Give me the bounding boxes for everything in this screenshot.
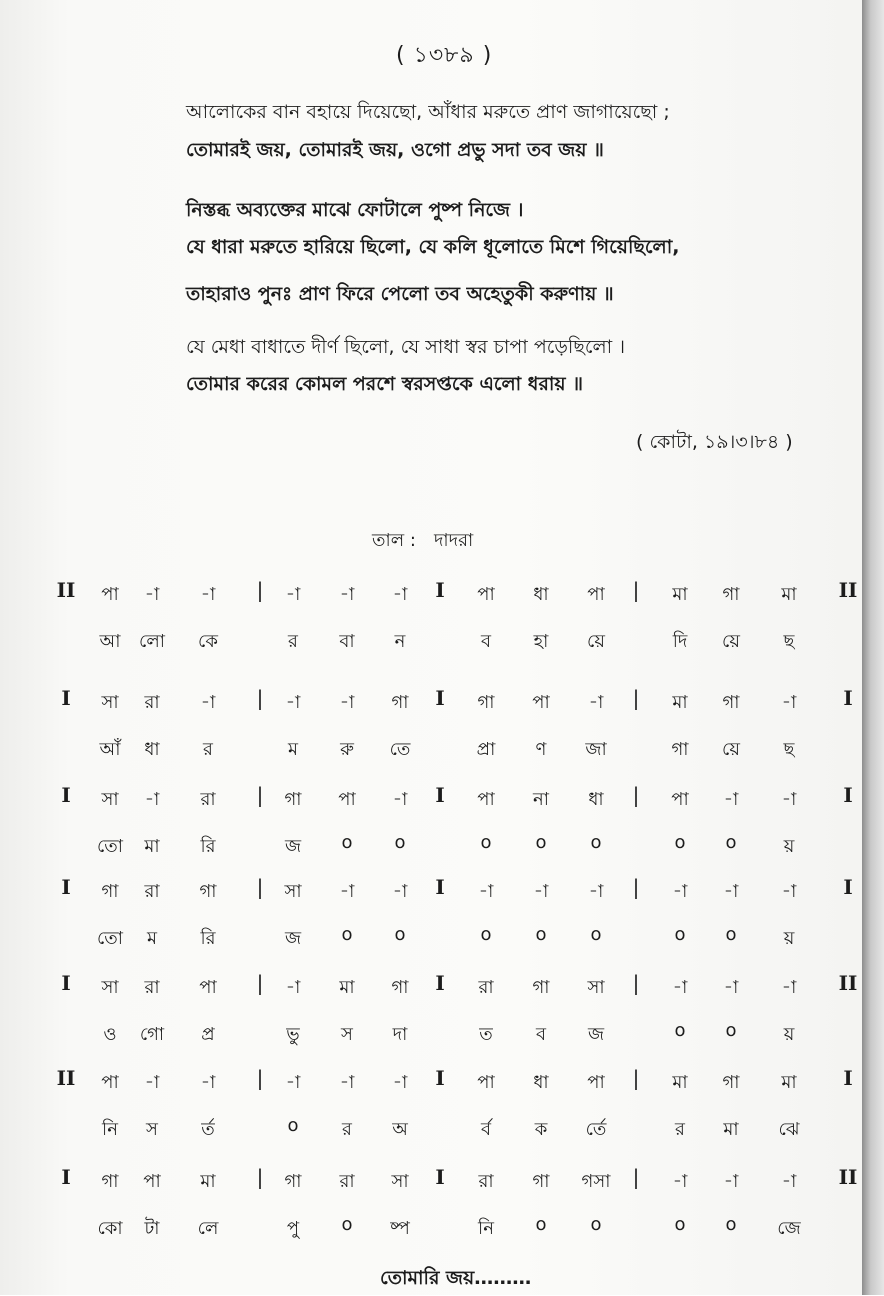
lyric-syllable: o bbox=[725, 1020, 737, 1041]
bar-line: I bbox=[843, 1066, 853, 1090]
swara-note: রা bbox=[339, 1171, 355, 1192]
bar-line: II bbox=[56, 1066, 76, 1090]
bar-line: | bbox=[632, 1165, 640, 1189]
swara-note: রা bbox=[144, 692, 160, 713]
lyric-syllable: নি bbox=[478, 1218, 494, 1239]
bar-line: II bbox=[838, 971, 858, 995]
lyric-syllable: o bbox=[394, 924, 406, 945]
swara-note: -া bbox=[723, 881, 739, 902]
lyric-syllable: র bbox=[342, 1119, 352, 1140]
lyric-syllable: আঁ bbox=[99, 739, 121, 760]
swara-note: গা bbox=[532, 977, 550, 998]
swara-note: -া bbox=[392, 789, 408, 810]
lyric-syllable: লো bbox=[139, 631, 165, 652]
swara-note: -া bbox=[781, 1171, 797, 1192]
bar-line: | bbox=[632, 578, 640, 602]
swara-note: মা bbox=[672, 584, 688, 605]
swara-note: গা bbox=[722, 584, 740, 605]
swara-note: -া bbox=[285, 692, 301, 713]
lyric-line: তোমারই জয়, তোমারই জয়, ওগো প্রভু সদা তব জয় ॥ bbox=[186, 139, 604, 161]
lyric-syllable: ম bbox=[288, 739, 298, 760]
bar-line: II bbox=[838, 578, 858, 602]
lyric-syllable: র bbox=[675, 1119, 685, 1140]
lyric-syllable: বা bbox=[339, 631, 355, 652]
swara-note: ধা bbox=[588, 789, 604, 810]
swara-note: সা bbox=[101, 789, 119, 810]
bar-line: | bbox=[256, 686, 264, 710]
taal-heading bbox=[372, 526, 473, 557]
lyric-syllable: মা bbox=[144, 836, 160, 857]
swara-note: -া bbox=[672, 977, 688, 998]
bar-line: | bbox=[256, 1165, 264, 1189]
lyric-syllable: ষ্প bbox=[390, 1218, 410, 1239]
swara-note: -া bbox=[781, 692, 797, 713]
lyric-syllable: টা bbox=[144, 1218, 160, 1239]
bar-line: | bbox=[256, 1066, 264, 1090]
bar-line: I bbox=[843, 875, 853, 899]
lyric-syllable: প্রা bbox=[476, 739, 496, 760]
lyric-syllable: স bbox=[341, 1024, 353, 1045]
swara-note: -া bbox=[392, 881, 408, 902]
bar-line: I bbox=[61, 1165, 71, 1189]
lyric-syllable: মা bbox=[723, 1119, 739, 1140]
swara-note: পা bbox=[143, 1171, 161, 1192]
bar-line: | bbox=[632, 971, 640, 995]
lyric-syllable: o bbox=[590, 832, 602, 853]
bar-line: I bbox=[435, 971, 445, 995]
bar-line: | bbox=[632, 875, 640, 899]
bar-line: I bbox=[435, 875, 445, 899]
swara-note: মা bbox=[672, 692, 688, 713]
swara-note: -া bbox=[285, 977, 301, 998]
swara-note: মা bbox=[672, 1072, 688, 1093]
page-edge-shadow bbox=[862, 0, 884, 1295]
swara-note: রা bbox=[144, 881, 160, 902]
bar-line: | bbox=[632, 686, 640, 710]
lyric-syllable: স bbox=[146, 1119, 158, 1140]
lyric-syllable: জে bbox=[777, 1218, 801, 1239]
lyric-syllable: য় bbox=[783, 1024, 795, 1045]
bar-line: I bbox=[843, 783, 853, 807]
lyric-syllable: o bbox=[394, 832, 406, 853]
swara-note: -া bbox=[392, 1072, 408, 1093]
swara-note: সা bbox=[284, 881, 302, 902]
lyric-syllable: o bbox=[674, 832, 686, 853]
swara-note: -া bbox=[339, 692, 355, 713]
swara-note: -া bbox=[723, 1171, 739, 1192]
bar-line: | bbox=[256, 971, 264, 995]
lyric-syllable: য় bbox=[783, 836, 795, 857]
lyric-syllable: রু bbox=[340, 739, 354, 760]
swara-note: -া bbox=[781, 881, 797, 902]
swara-note: গা bbox=[284, 789, 302, 810]
lyric-syllable: য়ে bbox=[587, 631, 605, 652]
lyric-line: যে মেধা বাধাতে দীর্ণ ছিলো, যে সাধা স্বর চাপা পড়েছিলো । bbox=[186, 336, 625, 358]
lyric-syllable: o bbox=[341, 832, 353, 853]
swara-note: -া bbox=[588, 881, 604, 902]
bar-line: | bbox=[256, 783, 264, 807]
lyric-syllable: দি bbox=[672, 631, 688, 652]
swara-note: -া bbox=[144, 789, 160, 810]
lyric-syllable: o bbox=[674, 1214, 686, 1235]
bar-line: I bbox=[435, 1165, 445, 1189]
lyric-syllable: ম bbox=[147, 928, 157, 949]
lyric-line: তোমার করের কোমল পরশে স্বরসপ্তকে এলো ধরায় ॥ bbox=[186, 373, 583, 395]
lyric-syllable: ঝে bbox=[778, 1119, 800, 1140]
lyric-syllable: য় bbox=[783, 928, 795, 949]
swara-note: গা bbox=[722, 1072, 740, 1093]
swara-note: সা bbox=[101, 977, 119, 998]
bar-line: I bbox=[61, 686, 71, 710]
bar-line: I bbox=[435, 783, 445, 807]
lyric-syllable: o bbox=[674, 1020, 686, 1041]
lyric-syllable: জা bbox=[585, 739, 607, 760]
swara-note: পা bbox=[101, 584, 119, 605]
lyric-syllable: ত bbox=[479, 1024, 493, 1045]
swara-note: -া bbox=[781, 977, 797, 998]
swara-note: গা bbox=[101, 1171, 119, 1192]
citation: ( কোটা, ১৯।৩।৮৪ ) bbox=[636, 431, 793, 453]
lyric-syllable: o bbox=[725, 924, 737, 945]
swara-note: রা bbox=[478, 1171, 494, 1192]
lyric-syllable: য়ে bbox=[722, 739, 740, 760]
swara-note: -া bbox=[672, 881, 688, 902]
lyric-line: আলোকের বান বহায়ে দিয়েছো, আঁধার মরুতে প্রাণ জাগায়েছো ; bbox=[186, 101, 670, 123]
swara-note: মা bbox=[781, 584, 797, 605]
lyric-syllable: ভু bbox=[286, 1024, 300, 1045]
lyric-syllable: জ bbox=[587, 1024, 605, 1045]
swara-note: -া bbox=[200, 1072, 216, 1093]
swara-note: রা bbox=[200, 789, 216, 810]
lyric-syllable: o bbox=[535, 1214, 547, 1235]
lyric-syllable: o bbox=[725, 1214, 737, 1235]
lyric-syllable: o bbox=[590, 924, 602, 945]
lyric-syllable: র bbox=[288, 631, 298, 652]
swara-note: রা bbox=[478, 977, 494, 998]
lyric-syllable: ণ bbox=[535, 739, 547, 760]
swara-note: পা bbox=[532, 692, 550, 713]
lyric-syllable: নি bbox=[102, 1119, 118, 1140]
swara-note: -া bbox=[285, 584, 301, 605]
lyric-syllable: তো bbox=[96, 836, 124, 857]
swara-note: গা bbox=[391, 977, 409, 998]
swara-note: -া bbox=[723, 977, 739, 998]
swara-note: -া bbox=[723, 789, 739, 810]
swara-note: -া bbox=[285, 1072, 301, 1093]
swara-note: ধা bbox=[533, 1072, 549, 1093]
lyric-syllable: জ bbox=[284, 928, 302, 949]
lyric-syllable: তে bbox=[389, 739, 411, 760]
swara-note: -া bbox=[478, 881, 494, 902]
bar-line: I bbox=[435, 686, 445, 710]
swara-note: পা bbox=[477, 1072, 495, 1093]
swara-note: মা bbox=[339, 977, 355, 998]
bar-line: I bbox=[843, 686, 853, 710]
lyric-syllable: o bbox=[480, 924, 492, 945]
swara-note: পা bbox=[199, 977, 217, 998]
lyric-syllable: লে bbox=[197, 1218, 219, 1239]
bar-line: I bbox=[435, 578, 445, 602]
swara-note: -া bbox=[672, 1171, 688, 1192]
lyric-syllable: o bbox=[590, 1214, 602, 1235]
swara-note: পা bbox=[338, 789, 356, 810]
swara-note: না bbox=[533, 789, 549, 810]
lyric-syllable: o bbox=[674, 924, 686, 945]
swara-note: গা bbox=[477, 692, 495, 713]
swara-note: গা bbox=[722, 692, 740, 713]
lyric-syllable: গো bbox=[139, 1024, 165, 1045]
lyric-syllable: o bbox=[341, 1214, 353, 1235]
lyric-syllable: কো bbox=[97, 1218, 123, 1239]
swara-note: -া bbox=[200, 692, 216, 713]
swara-note: গা bbox=[101, 881, 119, 902]
bar-line: I bbox=[61, 971, 71, 995]
lyric-syllable: র্ত bbox=[201, 1119, 215, 1140]
lyric-syllable: ছ bbox=[783, 631, 795, 652]
lyric-syllable: আ bbox=[99, 631, 121, 652]
swara-note: -া bbox=[781, 789, 797, 810]
bar-line: I bbox=[61, 875, 71, 899]
lyric-syllable: হা bbox=[533, 631, 549, 652]
swara-note: -া bbox=[392, 584, 408, 605]
page-number: ( ১৩৮৯ ) bbox=[396, 43, 493, 68]
swara-note: গা bbox=[284, 1171, 302, 1192]
lyric-syllable: পু bbox=[286, 1218, 300, 1239]
swara-note: -া bbox=[339, 584, 355, 605]
lyric-syllable: o bbox=[725, 832, 737, 853]
lyric-syllable: ও bbox=[103, 1024, 117, 1045]
lyric-syllable: ক bbox=[534, 1119, 548, 1140]
lyric-syllable: কে bbox=[198, 631, 218, 652]
bar-line: II bbox=[838, 1165, 858, 1189]
lyric-syllable: o bbox=[535, 832, 547, 853]
lyric-syllable: র bbox=[203, 739, 213, 760]
lyric-syllable: য়ে bbox=[722, 631, 740, 652]
bar-line: | bbox=[256, 578, 264, 602]
lyric-syllable: o bbox=[287, 1115, 299, 1136]
lyric-syllable: ব bbox=[480, 631, 492, 652]
swara-note: গা bbox=[199, 881, 217, 902]
bar-line: | bbox=[632, 1066, 640, 1090]
swara-note: পা bbox=[477, 584, 495, 605]
lyric-syllable: o bbox=[535, 924, 547, 945]
lyric-syllable: অ bbox=[392, 1119, 408, 1140]
lyric-syllable: রি bbox=[200, 928, 216, 949]
swara-note: -া bbox=[144, 584, 160, 605]
swara-note: সা bbox=[587, 977, 605, 998]
lyric-syllable: র্ব bbox=[480, 1119, 492, 1140]
swara-note: পা bbox=[477, 789, 495, 810]
lyric-syllable: তো bbox=[96, 928, 124, 949]
lyric-line: তাহারাও পুনঃ প্রাণ ফিরে পেলো তব অহেতুকী করুণায় ॥ bbox=[186, 283, 614, 305]
lyric-syllable: রি bbox=[200, 836, 216, 857]
bar-line: | bbox=[256, 875, 264, 899]
lyric-line: যে ধারা মরুতে হারিয়ে ছিলো, যে কলি ধূলোতে মিশে গিয়েছিলো, bbox=[186, 236, 680, 258]
lyric-syllable: র্তে bbox=[585, 1119, 607, 1140]
swara-note: পা bbox=[671, 789, 689, 810]
bar-line: | bbox=[632, 783, 640, 807]
swara-note: -া bbox=[144, 1072, 160, 1093]
swara-note: -া bbox=[588, 692, 604, 713]
swara-note: মা bbox=[200, 1171, 216, 1192]
taal-name: দাদরা bbox=[433, 530, 474, 551]
swara-note: সা bbox=[391, 1171, 409, 1192]
lyric-syllable: গা bbox=[671, 739, 689, 760]
bar-line: II bbox=[56, 578, 76, 602]
bar-line: I bbox=[61, 783, 71, 807]
swara-note: পা bbox=[587, 584, 605, 605]
lyric-syllable: জ bbox=[284, 836, 302, 857]
lyric-syllable: ধা bbox=[144, 739, 160, 760]
swara-note: গসা bbox=[581, 1171, 611, 1192]
lyric-line: নিস্তব্ধ অব্যক্তের মাঝে ফোটালে পুষ্প নিজে । bbox=[186, 199, 524, 221]
lyric-syllable: ন bbox=[394, 631, 406, 652]
swara-note: -া bbox=[339, 881, 355, 902]
swara-note: ধা bbox=[533, 584, 549, 605]
swara-note: মা bbox=[781, 1072, 797, 1093]
bar-line: I bbox=[435, 1066, 445, 1090]
swara-note: সা bbox=[101, 692, 119, 713]
lyric-syllable: o bbox=[480, 832, 492, 853]
taal-label: তাল : bbox=[372, 530, 416, 551]
footer-refrain: তোমারি জয়……… bbox=[380, 1267, 532, 1289]
lyric-syllable: ব bbox=[535, 1024, 547, 1045]
swara-note: গা bbox=[391, 692, 409, 713]
swara-note: রা bbox=[144, 977, 160, 998]
swara-note: গা bbox=[532, 1171, 550, 1192]
swara-note: পা bbox=[587, 1072, 605, 1093]
swara-note: -া bbox=[339, 1072, 355, 1093]
lyric-syllable: o bbox=[341, 924, 353, 945]
lyric-syllable: দা bbox=[392, 1024, 408, 1045]
swara-note: পা bbox=[101, 1072, 119, 1093]
lyric-syllable: প্র bbox=[201, 1024, 215, 1045]
swara-note: -া bbox=[200, 584, 216, 605]
lyric-syllable: ছ bbox=[783, 739, 795, 760]
swara-note: -া bbox=[533, 881, 549, 902]
